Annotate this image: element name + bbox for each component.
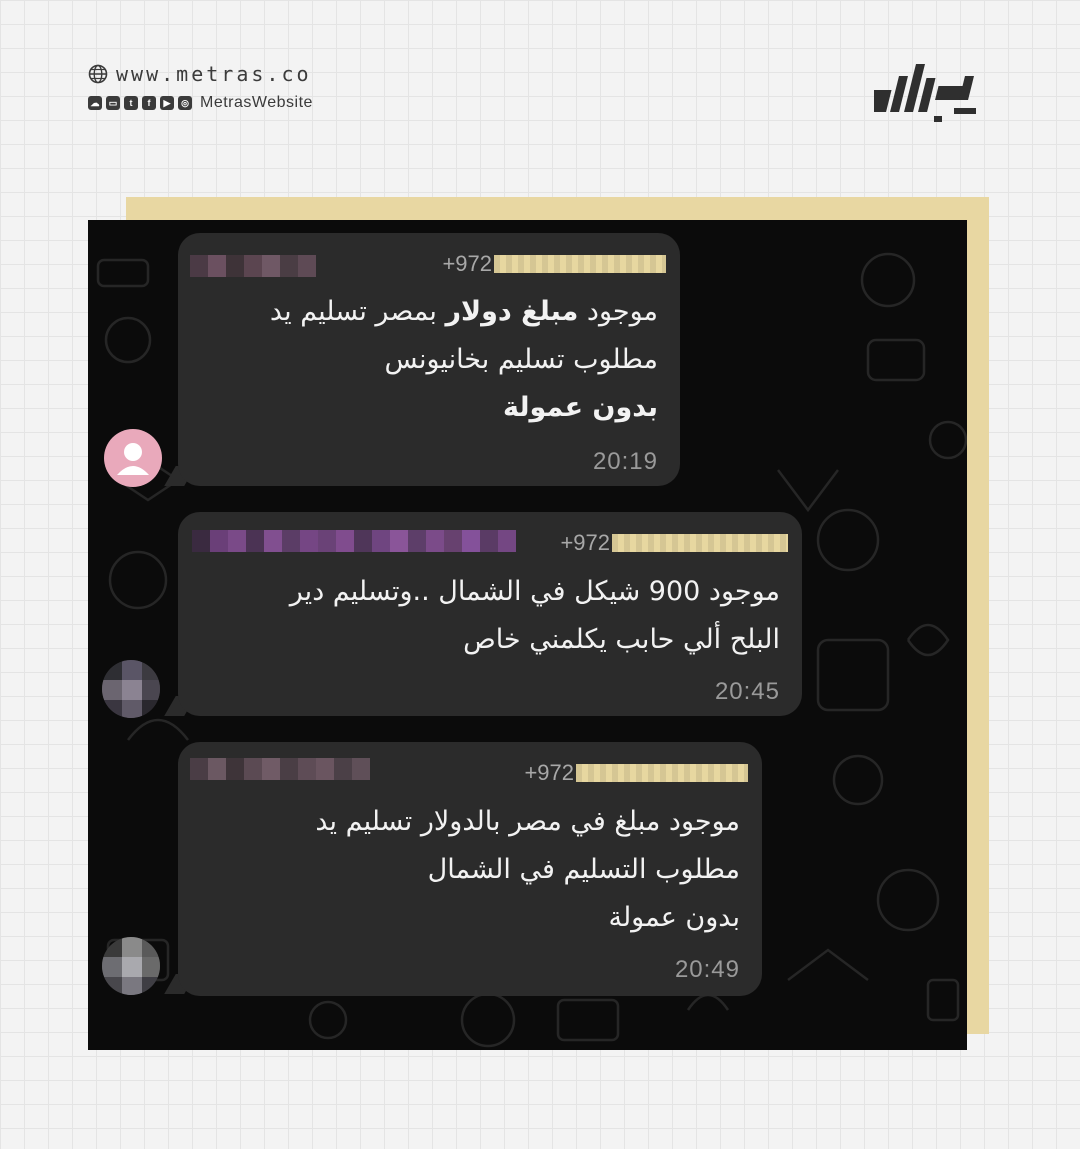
sender-phone: [560, 530, 788, 556]
youtube-icon[interactable]: ▶: [160, 96, 174, 110]
message-line: بدون عمولة: [608, 902, 740, 933]
website-link[interactable]: www.metras.co: [116, 62, 312, 86]
sender-phone: [524, 760, 748, 786]
sender-avatar[interactable]: [104, 429, 162, 487]
redacted-name: [190, 255, 316, 277]
instagram-icon[interactable]: ◎: [178, 96, 192, 110]
message-bubble[interactable]: [178, 512, 802, 716]
social-handle: MetrasWebsite: [200, 94, 313, 111]
soundcloud-icon[interactable]: ☁: [88, 96, 102, 110]
sender-avatar[interactable]: [102, 660, 160, 718]
phone-redaction: [576, 764, 748, 782]
sender-phone: [442, 251, 666, 277]
chat-screenshot: [88, 220, 967, 1050]
message-bubble[interactable]: [178, 742, 762, 996]
message-time: 20:49: [674, 956, 740, 983]
message-line: مطلوب التسليم في الشمال: [427, 854, 740, 885]
globe-icon: [88, 64, 108, 84]
message-line: موجود 900 شيكل في الشمال ..وتسليم دير: [289, 576, 780, 607]
message-line: موجود مبلغ دولار بمصر تسليم يد: [269, 296, 658, 327]
header-contact: [88, 62, 313, 112]
message-line: مطلوب تسليم بخانيونس: [384, 344, 658, 375]
person-icon: [104, 429, 162, 487]
message-line: البلح ألي حابب يكلمني خاص: [463, 624, 780, 655]
pixelated-avatar-icon: [102, 937, 160, 995]
website-row: [88, 62, 313, 86]
phone-redaction: [494, 255, 666, 273]
twitter-icon[interactable]: t: [124, 96, 138, 110]
message-text: [270, 288, 658, 432]
social-row: [88, 94, 313, 112]
message-text: [315, 798, 740, 942]
message-text: [290, 568, 780, 664]
metras-logo: [874, 56, 998, 126]
phone-prefix: +972: [560, 530, 610, 555]
redacted-name: [190, 758, 370, 780]
redacted-name: [192, 530, 516, 552]
message-line: موجود مبلغ في مصر بالدولار تسليم يد: [315, 806, 740, 837]
phone-prefix: +972: [524, 760, 574, 785]
facebook-icon[interactable]: f: [142, 96, 156, 110]
message-time: 20:45: [714, 678, 780, 705]
message-bubble[interactable]: [178, 233, 680, 486]
sender-avatar[interactable]: [102, 937, 160, 995]
logo-mark: [874, 56, 998, 126]
phone-redaction: [612, 534, 788, 552]
chat-icon[interactable]: ▭: [106, 96, 120, 110]
pixelated-avatar-icon: [102, 660, 160, 718]
phone-prefix: +972: [442, 251, 492, 276]
message-time: 20:19: [592, 448, 658, 475]
message-line: بدون عمولة: [503, 392, 658, 423]
